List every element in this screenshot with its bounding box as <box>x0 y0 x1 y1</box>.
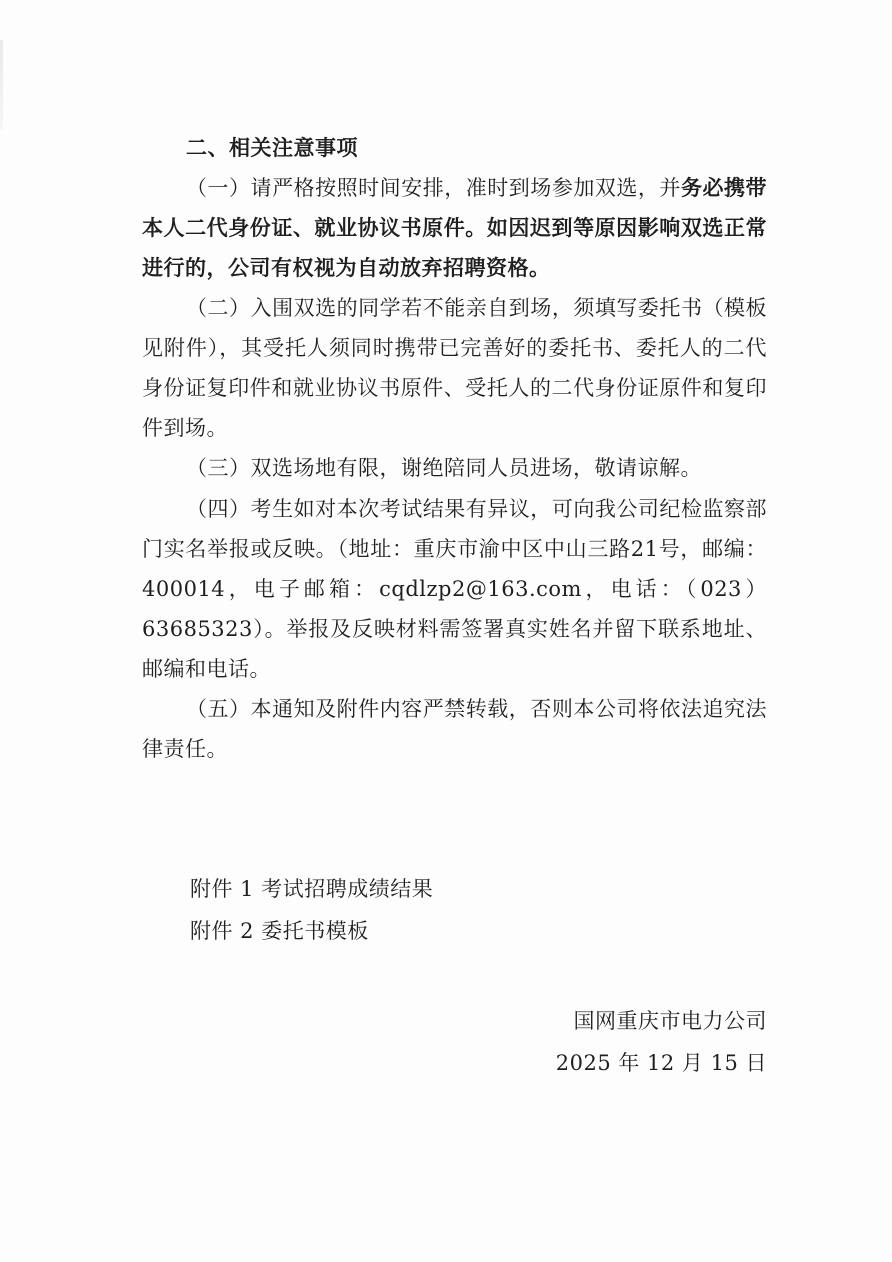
attachment-list <box>190 868 433 952</box>
notice-item-1-text: （一）请严格按照时间安排，准时到场参加双选，并 <box>186 176 681 200</box>
attachment-item-2: 附件 2 委托书模板 <box>190 919 369 943</box>
notice-item-1-emphasis: 务必携带本人二代身份证、就业协议书原件。如因迟到等原因影响双选正常进行的，公司有权视为自动放弃招聘资格。 <box>142 175 768 280</box>
notice-item-4-text: （四）考生如对本次考试结果有异议，可向我公司纪检监察部门实名举报或反映。（地址：重庆市渝中区中山三路21号，邮编：400014，电子邮箱：cqdlzp2@163.com，电话：（023）63685323）。举报及反映材料需签署真实姓名并留下联系地址、邮编和电话。 <box>142 497 767 681</box>
notice-body <box>142 128 767 769</box>
notice-item-5 <box>142 689 767 769</box>
issuing-organization: 国网重庆市电力公司 <box>573 1009 767 1033</box>
notice-item-3-text: （三）双选场地有限，谢绝陪同人员进场，敬请谅解。 <box>186 456 702 480</box>
signature-block <box>556 1000 767 1084</box>
notice-item-2 <box>142 288 767 448</box>
issue-date: 2025 年 12 月 15 日 <box>555 1051 767 1075</box>
notice-item-5-text: （五）本通知及附件内容严禁转载，否则本公司将依法追究法律责任。 <box>142 697 767 761</box>
notice-item-4 <box>142 489 767 689</box>
attachment-item-1: 附件 1 考试招聘成绩结果 <box>190 877 434 901</box>
notice-item-2-text: （二）入围双选的同学若不能亲自到场，须填写委托书（模板见附件），其受托人须同时携带已完善好的委托书、委托人的二代身份证复印件和就业协议书原件、受托人的二代身份证原件和复印件到场。 <box>142 296 767 440</box>
scan-edge-shadow <box>0 40 3 130</box>
section-heading: 二、相关注意事项 <box>186 135 358 160</box>
notice-item-3 <box>142 448 767 488</box>
notice-item-1 <box>142 168 767 288</box>
